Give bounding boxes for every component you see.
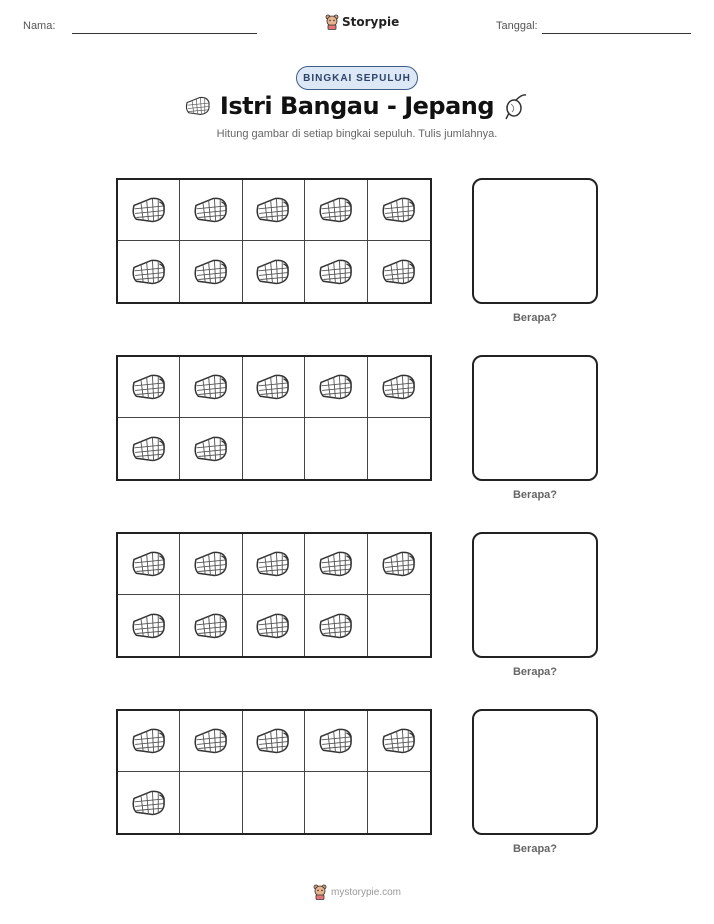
footer-url[interactable]: mystorypie.com <box>330 886 401 898</box>
filled-cell <box>118 418 180 479</box>
date-line[interactable] <box>542 33 691 34</box>
folded-fabric-icon <box>316 195 356 225</box>
folded-fabric-icon <box>129 257 169 287</box>
empty-cell <box>305 772 367 833</box>
answer-label: Berapa? <box>512 666 558 678</box>
worksheet-type-badge: BINGKAI SEPULUH <box>296 66 418 90</box>
filled-cell <box>243 711 305 772</box>
instructions: Hitung gambar di setiap bingkai sepuluh. Tulis jumlahnya. <box>216 128 498 140</box>
folded-fabric-icon <box>316 611 356 641</box>
filled-cell <box>243 534 305 595</box>
footer <box>0 884 714 900</box>
folded-fabric-icon <box>316 257 356 287</box>
answer-label: Berapa? <box>512 489 558 501</box>
folded-fabric-icon <box>316 372 356 402</box>
filled-cell <box>305 241 367 302</box>
ten-frame-3 <box>116 532 432 658</box>
answer-label: Berapa? <box>512 312 558 324</box>
worksheet-title: Istri Bangau - Jepang <box>219 92 495 120</box>
folded-fabric-icon <box>191 549 231 579</box>
brand-name: Storypie <box>342 15 400 29</box>
filled-cell <box>180 418 242 479</box>
brand <box>325 14 399 30</box>
folded-fabric-icon <box>191 726 231 756</box>
answer-box-1[interactable] <box>472 178 598 304</box>
empty-cell <box>305 418 367 479</box>
filled-cell <box>368 711 430 772</box>
filled-cell <box>180 357 242 418</box>
filled-cell <box>180 180 242 241</box>
name-label: Nama: <box>23 20 56 32</box>
answer-box-4[interactable] <box>472 709 598 835</box>
date-label: Tanggal: <box>496 20 538 32</box>
filled-cell <box>180 595 242 656</box>
ten-frame-2 <box>116 355 432 481</box>
filled-cell <box>118 180 180 241</box>
folded-fabric-icon <box>379 549 419 579</box>
filled-cell <box>118 772 180 833</box>
answer-label: Berapa? <box>512 843 558 855</box>
empty-cell <box>368 772 430 833</box>
answer-box-2[interactable] <box>472 355 598 481</box>
empty-cell <box>180 772 242 833</box>
folded-fabric-icon <box>316 726 356 756</box>
folded-fabric-icon <box>129 434 169 464</box>
filled-cell <box>368 180 430 241</box>
folded-fabric-icon <box>253 372 293 402</box>
filled-cell <box>243 241 305 302</box>
filled-cell <box>118 241 180 302</box>
folded-fabric-icon <box>253 611 293 641</box>
folded-fabric-icon <box>316 549 356 579</box>
filled-cell <box>368 534 430 595</box>
ten-frame-1 <box>116 178 432 304</box>
bear-logo-icon <box>325 14 339 30</box>
folded-fabric-icon <box>129 611 169 641</box>
folded-fabric-icon <box>253 257 293 287</box>
folded-fabric-icon <box>253 549 293 579</box>
folded-fabric-icon <box>379 257 419 287</box>
folded-fabric-icon <box>379 726 419 756</box>
filled-cell <box>368 241 430 302</box>
answer-box-3[interactable] <box>472 532 598 658</box>
empty-cell <box>368 418 430 479</box>
filled-cell <box>305 180 367 241</box>
filled-cell <box>243 595 305 656</box>
filled-cell <box>305 357 367 418</box>
folded-fabric-icon <box>191 611 231 641</box>
filled-cell <box>305 711 367 772</box>
folded-fabric-icon <box>129 195 169 225</box>
filled-cell <box>118 711 180 772</box>
folded-fabric-icon <box>253 726 293 756</box>
folded-fabric-icon <box>191 195 231 225</box>
filled-cell <box>243 180 305 241</box>
folded-fabric-icon <box>129 788 169 818</box>
empty-cell <box>243 418 305 479</box>
folded-fabric-icon <box>129 372 169 402</box>
ten-frame-4 <box>116 709 432 835</box>
folded-fabric-icon <box>379 195 419 225</box>
filled-cell <box>118 534 180 595</box>
folded-fabric-icon <box>379 372 419 402</box>
folded-fabric-icon <box>191 257 231 287</box>
filled-cell <box>180 711 242 772</box>
filled-cell <box>118 357 180 418</box>
thread-loop-icon <box>502 92 530 122</box>
folded-fabric-icon <box>129 549 169 579</box>
filled-cell <box>180 534 242 595</box>
filled-cell <box>368 357 430 418</box>
bear-logo-icon <box>313 884 327 900</box>
filled-cell <box>305 534 367 595</box>
name-line[interactable] <box>72 33 257 34</box>
empty-cell <box>368 595 430 656</box>
filled-cell <box>305 595 367 656</box>
filled-cell <box>243 357 305 418</box>
folded-fabric-icon <box>129 726 169 756</box>
empty-cell <box>243 772 305 833</box>
folded-fabric-icon <box>191 434 231 464</box>
folded-fabric-icon <box>191 372 231 402</box>
filled-cell <box>118 595 180 656</box>
folded-fabric-icon <box>253 195 293 225</box>
filled-cell <box>180 241 242 302</box>
